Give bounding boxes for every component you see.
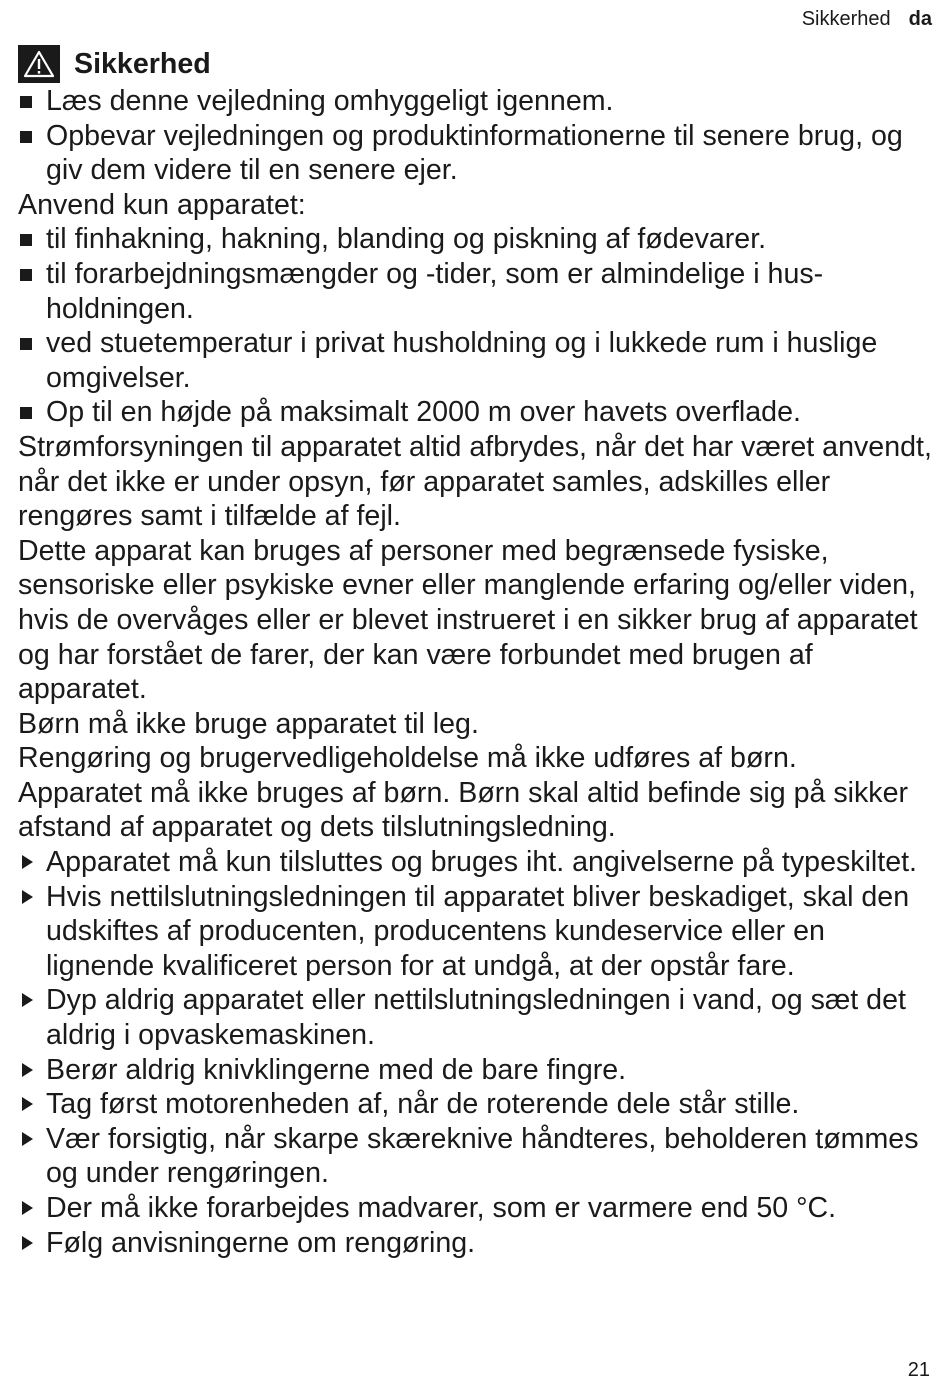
header-language: da: [908, 8, 932, 30]
page-number: 21: [907, 1359, 930, 1381]
paragraph: Dette apparat kan bruges af personer med begrænsede fysiske, sensoriske eller psykiske evner eller manglende erfaring og/eller viden, hvis de overvåges eller er blevet instrueret i en sikker brug af apparatet og har forstået de farer, der kan være forbundet med brugen af apparatet.: [18, 534, 918, 706]
safety-list: [18, 84, 933, 1260]
bullet-item: Opbevar vejledningen og produktinformationerne til senere brug, og giv dem videre til en senere ejer.: [18, 119, 933, 188]
bullet-item: til forarbejdningsmængder og -tider, som er almindelige i husholdningen.: [18, 257, 933, 326]
instruction-item: Tag først motorenheden af, når de roterende dele står stille.: [18, 1087, 933, 1122]
instruction-item: Vær forsigtig, når skarpe skæreknive håndteres, beholderen tømmes og under rengøringen.: [18, 1122, 933, 1191]
paragraph: Rengøring og brugervedligeholdelse må ikke udføres af børn.: [18, 742, 797, 775]
paragraph: Strømforsyningen til apparatet altid afbrydes, når det har været anvendt, når det ikke er under opsyn, før apparatet samles, adskilles eller rengøres samt i tilfælde af fejl.: [18, 430, 932, 533]
bullet-item: til finhakning, hakning, blanding og piskning af fødevarer.: [18, 222, 933, 257]
section-heading: [18, 44, 933, 84]
instruction-item: Dyp aldrig apparatet eller nettilslutningsledningen i vand, og sæt det aldrig i opvaskemaskinen.: [18, 983, 933, 1052]
instruction-item: Der må ikke forarbejdes madvarer, som er varmere end 50 °C.: [18, 1191, 933, 1226]
bullet-item: Op til en højde på maksimalt 2000 m over havets overflade.: [18, 395, 933, 430]
instruction-item: Berør aldrig knivklingerne med de bare fingre.: [18, 1053, 933, 1088]
warning-icon: [18, 45, 60, 83]
page-header: [802, 8, 932, 31]
paragraph: Anvend kun apparatet:: [18, 188, 306, 221]
header-section: Sikkerhed: [801, 8, 891, 30]
paragraph: Apparatet må ikke bruges af børn. Børn skal altid befinde sig på sikker afstand af apparatet og dets tilslutningsledning.: [18, 776, 909, 844]
bullet-item: Læs denne vejledning omhyggeligt igennem.: [18, 84, 933, 119]
bullet-item: ved stuetemperatur i privat husholdning og i lukkede rum i huslige omgivelser.: [18, 326, 933, 395]
safety-section: [18, 44, 933, 1260]
instruction-item: Apparatet må kun tilsluttes og bruges iht. angivelserne på typeskiltet.: [18, 845, 933, 880]
instruction-item: Hvis nettilslutningsledningen til apparatet bliver beskadiget, skal den udskiftes af producenten, producentens kundeservice eller en lignende kvalificeret person for at undgå, at der opstår fare.: [18, 880, 933, 984]
paragraph: Børn må ikke bruge apparatet til leg.: [18, 707, 479, 740]
page-title: Sikkerhed: [74, 47, 211, 80]
instruction-item: Følg anvisningerne om rengøring.: [18, 1226, 933, 1261]
